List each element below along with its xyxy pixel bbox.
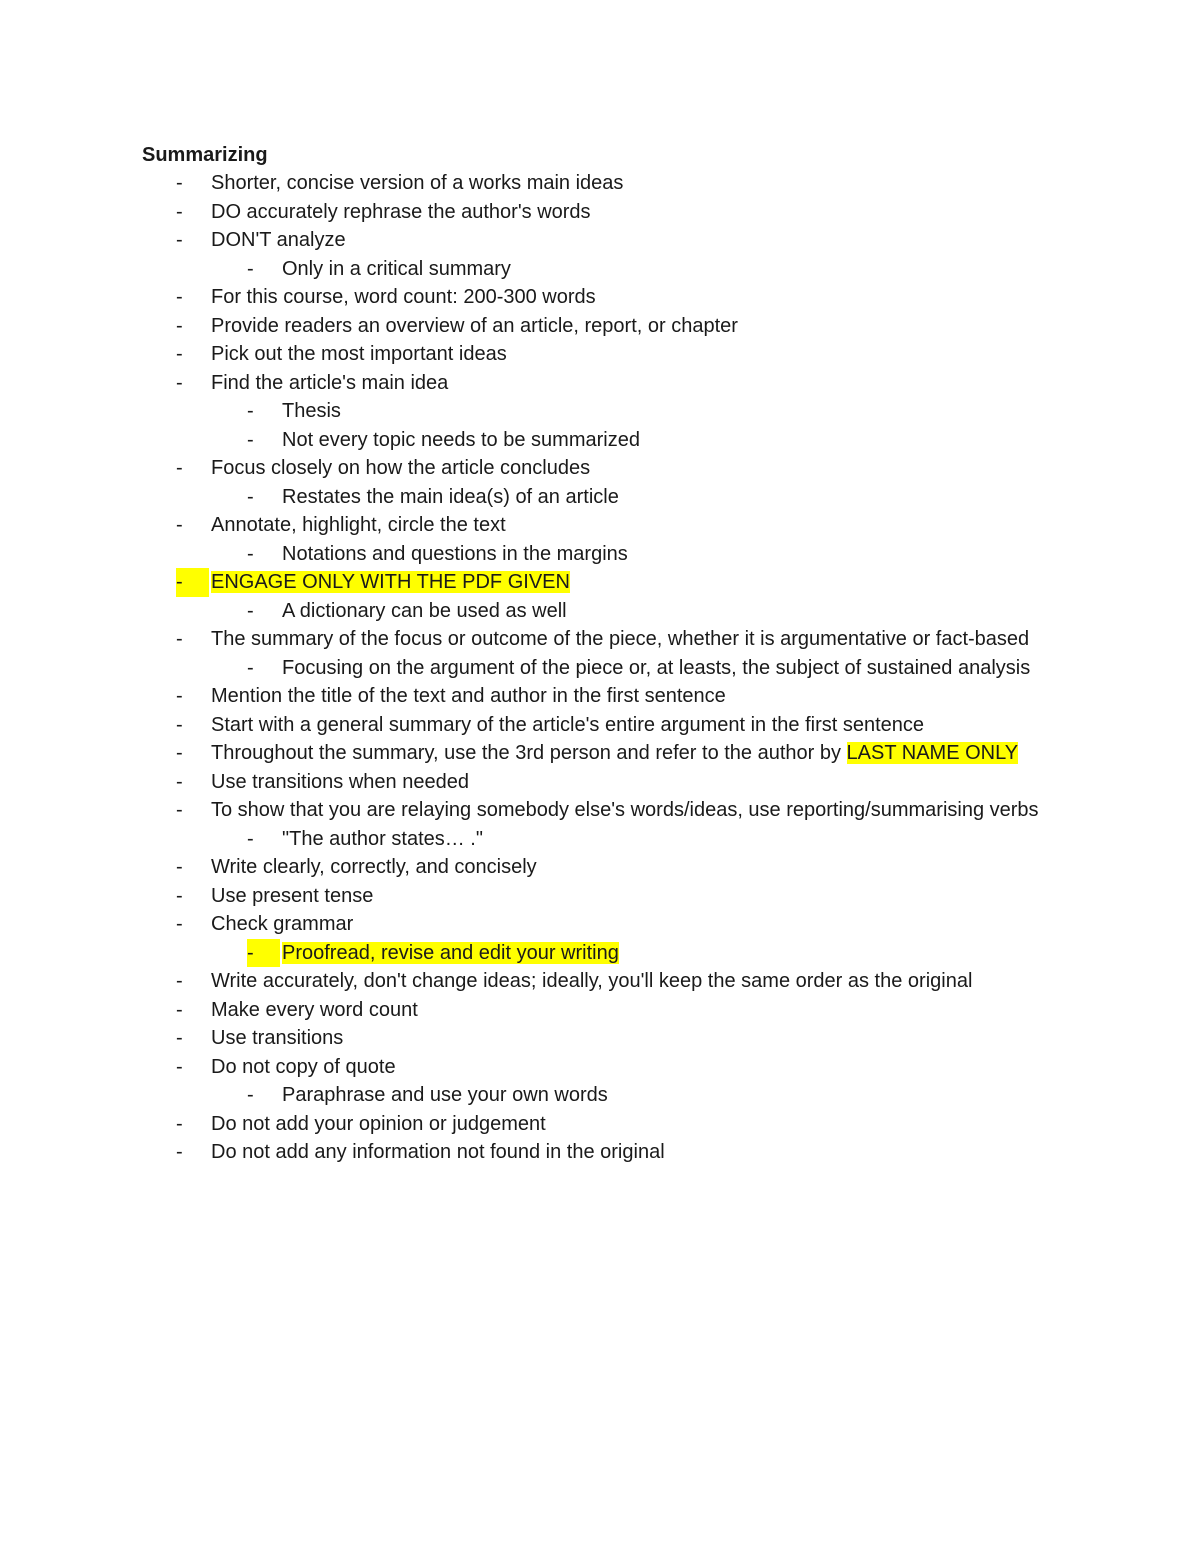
list-item-text [282, 825, 1042, 854]
item-text: "The author states… ." [282, 827, 483, 850]
item-text: Do not add your opinion or judgement [211, 1112, 546, 1135]
highlighted-text: LAST NAME ONLY [846, 742, 1019, 764]
list-item [0, 910, 1200, 939]
list-item-text [211, 711, 1051, 740]
item-text: Annotate, highlight, circle the text [211, 514, 506, 536]
list-item [0, 312, 1200, 341]
page-title: Summarizing [142, 144, 268, 166]
list-item [0, 1138, 1200, 1167]
list-item [0, 511, 1200, 540]
sub-list-item [0, 483, 1200, 512]
list-item [0, 882, 1200, 911]
list-item-text [211, 682, 1051, 711]
list-item [0, 996, 1200, 1025]
sub-list-item [0, 426, 1200, 455]
bullet-dash: - [176, 884, 183, 907]
list-item-text [282, 654, 1042, 683]
item-text: Do not copy of quote [211, 1055, 396, 1078]
item-text: Use transitions when needed [211, 770, 469, 793]
item-text: DON'T analyze [211, 229, 346, 251]
list-item-text [282, 939, 1042, 968]
list-item [0, 568, 1200, 597]
list-item-text [211, 283, 1051, 312]
bullet-dash: - [247, 257, 254, 280]
bullet-dash: - [247, 485, 254, 508]
item-text: Thesis [282, 400, 341, 422]
sub-list-item [0, 939, 1200, 968]
list-item-text [211, 796, 1051, 825]
item-text: Only in a critical summary [282, 257, 511, 280]
item-text: DO accurately rephrase the author's words [211, 200, 591, 223]
list-item-text [211, 312, 1051, 341]
bullet-dash: - [247, 428, 254, 451]
list-item [0, 682, 1200, 711]
list-item [0, 739, 1200, 768]
sub-list-item [0, 540, 1200, 569]
bullet-dash: - [176, 685, 183, 707]
item-text: Throughout the summary, use the 3rd person and refer to the author by [211, 742, 847, 764]
sub-list-item [0, 597, 1200, 626]
list-item [0, 169, 1200, 198]
item-text: To show that you are relaying somebody else's words/ideas, use reporting/summarising verbs [211, 799, 1039, 821]
list-item [0, 283, 1200, 312]
bullet-dash: - [176, 1027, 183, 1049]
bullet-dash: - [176, 314, 183, 337]
sub-list-item [0, 397, 1200, 426]
bullet-dash: - [176, 799, 183, 821]
bullet-dash: - [176, 742, 183, 764]
list-item-text [211, 853, 1051, 882]
list-item [0, 1053, 1200, 1082]
bullet-dash: - [247, 827, 254, 850]
bullet-dash: - [247, 656, 254, 679]
list-item-text [282, 397, 1042, 426]
bullet-dash: - [176, 1112, 183, 1135]
item-text: Write accurately, don't change ideas; ideally, you'll keep the same order as the original [211, 970, 973, 992]
bullet-dash: - [176, 628, 183, 650]
list-item-text [211, 340, 1051, 369]
bullet-dash: - [176, 998, 183, 1021]
list-item-text [211, 226, 1051, 255]
bullet-dash: - [247, 599, 254, 622]
sub-list-item [0, 255, 1200, 284]
sub-list-item [0, 654, 1200, 683]
bullet-dash: - [247, 400, 254, 422]
list-item [0, 967, 1200, 996]
bullet-dash: - [176, 229, 183, 251]
item-text: Mention the title of the text and author in the first sentence [211, 685, 726, 707]
list-item [0, 369, 1200, 398]
list-item [0, 226, 1200, 255]
item-text: Notations and questions in the margins [282, 542, 628, 565]
list-item-text [211, 625, 1051, 654]
item-text: ENGAGE ONLY WITH THE PDF GIVEN [211, 571, 570, 593]
bullet-dash: - [247, 1084, 254, 1106]
list-item-text [282, 1081, 1042, 1110]
bullet-dash: - [176, 172, 183, 194]
bullet-dash: - [176, 514, 183, 536]
list-item-text [211, 568, 1051, 597]
list-item [0, 198, 1200, 227]
list-item-text [211, 369, 1051, 398]
item-text: A dictionary can be used as well [282, 599, 567, 622]
bullet-dash: - [176, 286, 183, 308]
list-item-text [211, 1024, 1051, 1053]
bullet-dash: - [176, 200, 183, 223]
item-text: Provide readers an overview of an article, report, or chapter [211, 314, 738, 337]
item-text: Paraphrase and use your own words [282, 1084, 608, 1106]
list-item-text [211, 768, 1051, 797]
item-text: Use present tense [211, 884, 374, 907]
bullet-dash: - [176, 970, 183, 992]
list-item-text [211, 1110, 1051, 1139]
sub-list-item [0, 1081, 1200, 1110]
item-text: Proofread, revise and edit your writing [282, 941, 619, 964]
list-item [0, 1024, 1200, 1053]
list-item-text [282, 540, 1042, 569]
bullet-dash: - [176, 568, 209, 597]
list-item [0, 340, 1200, 369]
item-text: Make every word count [211, 998, 418, 1021]
item-text: For this course, word count: 200-300 words [211, 286, 596, 308]
bullet-dash: - [247, 542, 254, 565]
list-item-text [211, 169, 1051, 198]
list-item [0, 625, 1200, 654]
item-text: The summary of the focus or outcome of the piece, whether it is argumentative or fact-based [211, 628, 1030, 650]
bullet-dash: - [176, 1055, 183, 1078]
bullet-dash: - [247, 939, 280, 968]
item-text: Find the article's main idea [211, 371, 449, 394]
list-item-text [211, 910, 1051, 939]
list-item [0, 853, 1200, 882]
list-item-text [211, 882, 1051, 911]
list-item-text [211, 1053, 1051, 1082]
list-item [0, 1110, 1200, 1139]
item-text: Shorter, concise version of a works main ideas [211, 172, 624, 194]
list-item-text [211, 739, 1051, 768]
sub-list-item [0, 825, 1200, 854]
bullet-dash: - [176, 856, 183, 878]
list-item-text [282, 426, 1042, 455]
bullet-dash: - [176, 770, 183, 793]
bullet-dash: - [176, 1141, 183, 1163]
item-text: Not every topic needs to be summarized [282, 428, 640, 451]
bullet-dash: - [176, 371, 183, 394]
list-item-text [211, 967, 1051, 996]
list-item-text [211, 198, 1051, 227]
bullet-dash: - [176, 913, 183, 935]
item-text: Start with a general summary of the article's entire argument in the first sentence [211, 713, 925, 736]
list-item [0, 796, 1200, 825]
bullet-dash: - [176, 713, 183, 736]
item-text: Write clearly, correctly, and concisely [211, 856, 537, 878]
list-item-text [211, 511, 1051, 540]
item-text: Check grammar [211, 913, 354, 935]
list-item-text [211, 996, 1051, 1025]
list-item-text [211, 454, 1051, 483]
list-item [0, 454, 1200, 483]
item-text: Focus closely on how the article concludes [211, 457, 591, 479]
item-text: Use transitions [211, 1027, 344, 1049]
list-item-text [211, 1138, 1051, 1167]
item-text: Focusing on the argument of the piece or, at leasts, the subject of sustained analysis [282, 656, 1031, 679]
list-item-text [282, 597, 1042, 626]
bullet-dash: - [176, 343, 183, 365]
list-item [0, 768, 1200, 797]
item-text: Pick out the most important ideas [211, 343, 507, 365]
list-item [0, 711, 1200, 740]
item-text: Restates the main idea(s) of an article [282, 485, 619, 508]
bullet-list [0, 169, 1200, 1167]
list-item-text [282, 255, 1042, 284]
item-text: Do not add any information not found in the original [211, 1141, 665, 1163]
bullet-dash: - [176, 457, 183, 479]
list-item-text [282, 483, 1042, 512]
